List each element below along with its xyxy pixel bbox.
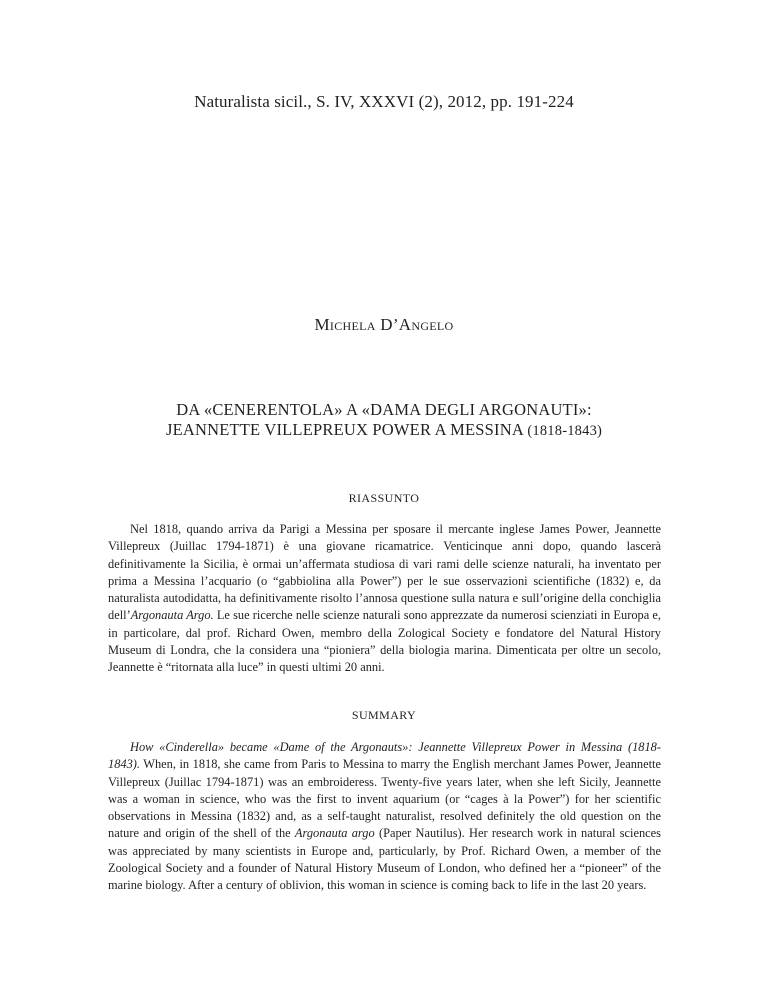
summary-heading: SUMMARY xyxy=(351,708,417,722)
riassunto-text-1: Nel 1818, quando arriva da Parigi a Messina per sposare il mercante inglese James Power, Jeannette Villepreux (Juillac 1794-1871) è una giovane ricamatrice. Venticinque anni dopo, quando lascerà definitivamente la Sicilia, è ormai un’affermata studiosa di vari rami delle scienze naturali, ha inventato per prima a Messina l’acquario (o “gabbiolina alla Power”) per le sue osservazioni scientifiche (1832) e, da naturalista autodidatta, ha definitivamente risolto l’annosa questione sulla natura e sull’origine della conchiglia dell’ xyxy=(108,522,661,623)
summary-italic-title: How «Cinderella» became «Dame of the Argonauts»: Jeannette Villepreux Power in Messina (1818-1843). xyxy=(108,740,661,772)
title-line-2-main: JEANNETTE VILLEPREUX POWER A MESSINA xyxy=(165,420,528,439)
summary-species-name: Argonauta argo xyxy=(294,826,375,841)
summary-paragraph xyxy=(108,739,661,895)
riassunto-species-name: Argonauta Argo. xyxy=(130,608,214,623)
riassunto-paragraph xyxy=(108,521,661,677)
journal-reference: Naturalista sicil., S. IV, XXXVI (2), 2012, pp. 191-224 xyxy=(194,92,574,111)
summary-text-2: (Paper Nautilus). Her research work in natural sciences was appreciated by many scientists in Europe and, particularly, by Prof. Richard Owen, a member of the Zoological Society and a founder of Natural History Museum of London, who defined her a “pioneer” of the marine biology. After a century of oblivion, this woman in science is coming back to life in the last 20 years. xyxy=(108,826,662,893)
title-years: (1818-1843) xyxy=(527,423,603,439)
summary-text-1: When, in 1818, she came from Paris to Messina to marry the English merchant James Power, Jeannette Villepreux (Juillac 1794-1871) was an embroideress. Twenty-five years later, when she left Sicily, Jeannette was a woman in science, who was the first to invent aquarium (or “cages à la Power”) for her scientific observations in Messina (1832) and, as a self-taught naturalist, resolved definitely the old question on the nature and origin of the shell of the xyxy=(108,757,661,841)
riassunto-text-2: Le sue ricerche nelle scienze naturali sono apprezzate da numerosi scienziati in Europa e, in particolare, dal prof. Richard Owen, membro della Zological Society e fondatore del Natural History Museum di Londra, che la considera una “pioniera” della biologia marina. Dimenticata per oltre un secolo, Jeannette è “ritornata alla luce” in questi ultimi 20 anni. xyxy=(108,608,661,675)
author-name: Michela D’Angelo xyxy=(314,315,454,334)
title-line-2 xyxy=(60,420,708,441)
article-title xyxy=(60,400,708,441)
riassunto-heading: RIASSUNTO xyxy=(348,491,420,505)
title-line-1: DA «CENERENTOLA» A «DAMA DEGLI ARGONAUTI»: xyxy=(176,400,592,419)
